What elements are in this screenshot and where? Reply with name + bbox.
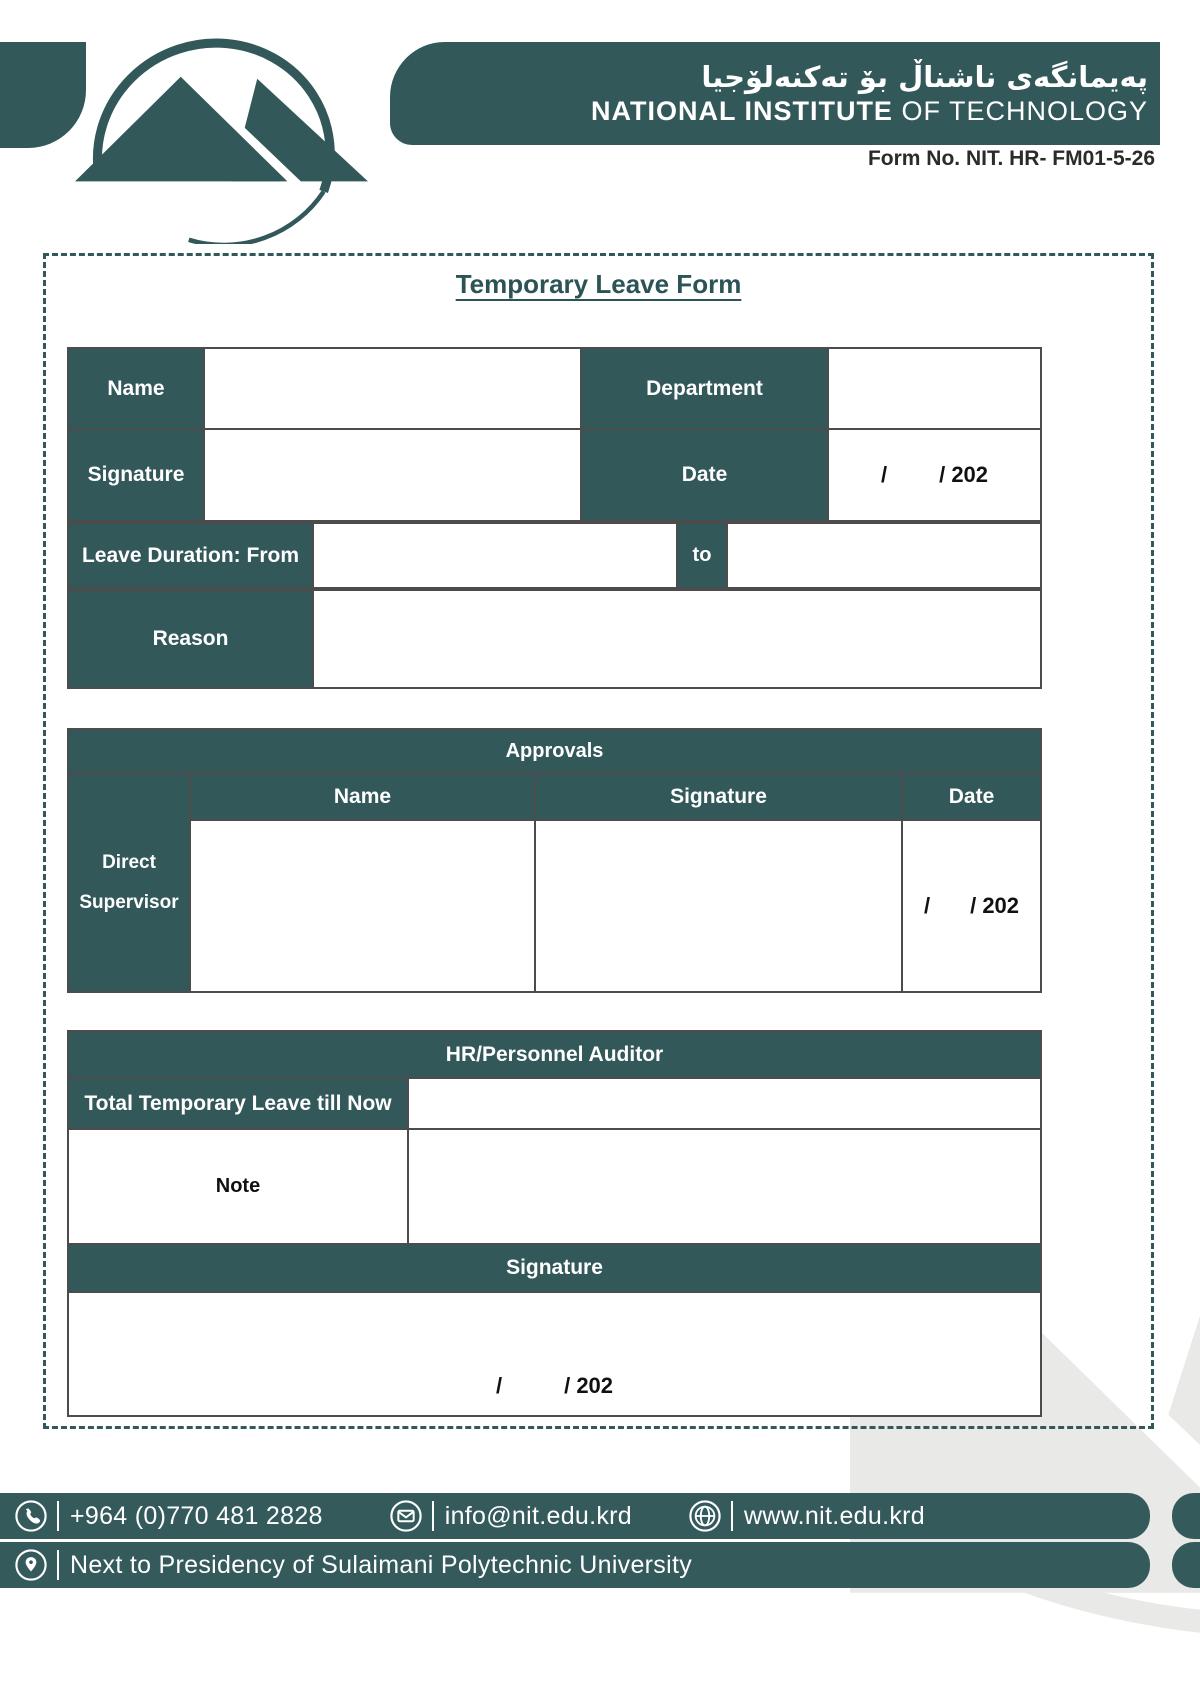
footer-separator [57,1501,59,1531]
kurdish-title: پەیمانگەی ناشناڵ بۆ تەکنەلۆجیا [701,60,1148,95]
footer-phone[interactable] [14,1499,323,1533]
header-band [390,42,1160,145]
hr-date-year: / 202 [564,1373,614,1398]
approvals-date-year: / 202 [970,893,1020,918]
hr-date-row [496,1373,613,1399]
approvals-role-direct-supervisor: Direct Supervisor [68,773,190,992]
phone-icon [14,1499,48,1533]
footer-separator [432,1501,434,1531]
institute-title-light: OF TECHNOLOGY [892,96,1148,127]
footer-email-text: info@nit.edu.krd [444,1501,632,1530]
footer-separator [57,1550,59,1580]
department-input-cell[interactable] [828,348,1041,429]
leave-to-input-cell[interactable] [727,523,1041,588]
approvals-col-date: Date [902,773,1041,820]
info-table [67,347,1042,522]
approvals-col-signature: Signature [535,773,902,820]
footer-separator [731,1501,733,1531]
page-title: Temporary Leave Form [455,269,742,299]
reason-input-cell[interactable] [313,590,1041,688]
footer-email[interactable] [389,1499,632,1533]
approvals-table [67,728,1042,993]
footer-address-bar [0,1542,1150,1588]
approvals-title: Approvals [68,729,1041,773]
approvals-date-slash: / [923,893,931,918]
approvals-name-input-cell[interactable] [190,820,535,992]
date-year: / 202 [939,462,989,487]
note-label: Note [68,1129,408,1244]
institute-title [591,95,1148,127]
name-label: Name [68,348,204,429]
department-label: Department [581,348,828,429]
date-label: Date [581,429,828,521]
hr-signature-label: Signature [68,1244,1041,1292]
footer-phone-text: +964 (0)770 481 2828 [70,1501,323,1530]
form-number: Form No. NIT. HR- FM01-5-26 [867,147,1155,170]
date-slash: / [880,462,888,487]
leave-duration-label: Leave Duration: From [68,523,313,588]
approvals-date-input-cell[interactable] [902,820,1041,992]
institute-title-bold: NATIONAL INSTITUTE [590,96,893,127]
leave-duration-row [67,522,1042,589]
note-input-cell[interactable] [408,1129,1041,1244]
date-input-cell[interactable] [828,429,1041,521]
footer-website-text: www.nit.edu.krd [743,1501,925,1530]
signature-input-cell[interactable] [204,429,581,521]
reason-label: Reason [68,590,313,688]
approvals-col-name: Name [190,773,535,820]
hr-auditor-title: HR/Personnel Auditor [68,1031,1041,1078]
footer-address[interactable] [14,1548,692,1582]
name-input-cell[interactable] [204,348,581,429]
hr-date-slash: / [495,1373,503,1398]
reason-row [67,589,1042,689]
form-frame [43,253,1154,1429]
nit-logo [70,2,372,244]
mail-icon [389,1499,423,1533]
hr-auditor-table [67,1030,1042,1417]
signature-label: Signature [68,429,204,521]
to-label: to [677,523,727,588]
leave-from-input-cell[interactable] [313,523,677,588]
footer-address-text: Next to Presidency of Sulaimani Polytechnic University [70,1550,693,1579]
globe-icon [688,1499,722,1533]
location-pin-icon [14,1548,48,1582]
footer-website[interactable] [688,1499,925,1533]
approvals-signature-input-cell[interactable] [535,820,902,992]
total-leave-input-cell[interactable] [408,1078,1041,1129]
hr-signature-input-cell[interactable] [68,1292,1041,1416]
footer-contact-bar [0,1493,1150,1539]
total-leave-label: Total Temporary Leave till Now [68,1078,408,1129]
